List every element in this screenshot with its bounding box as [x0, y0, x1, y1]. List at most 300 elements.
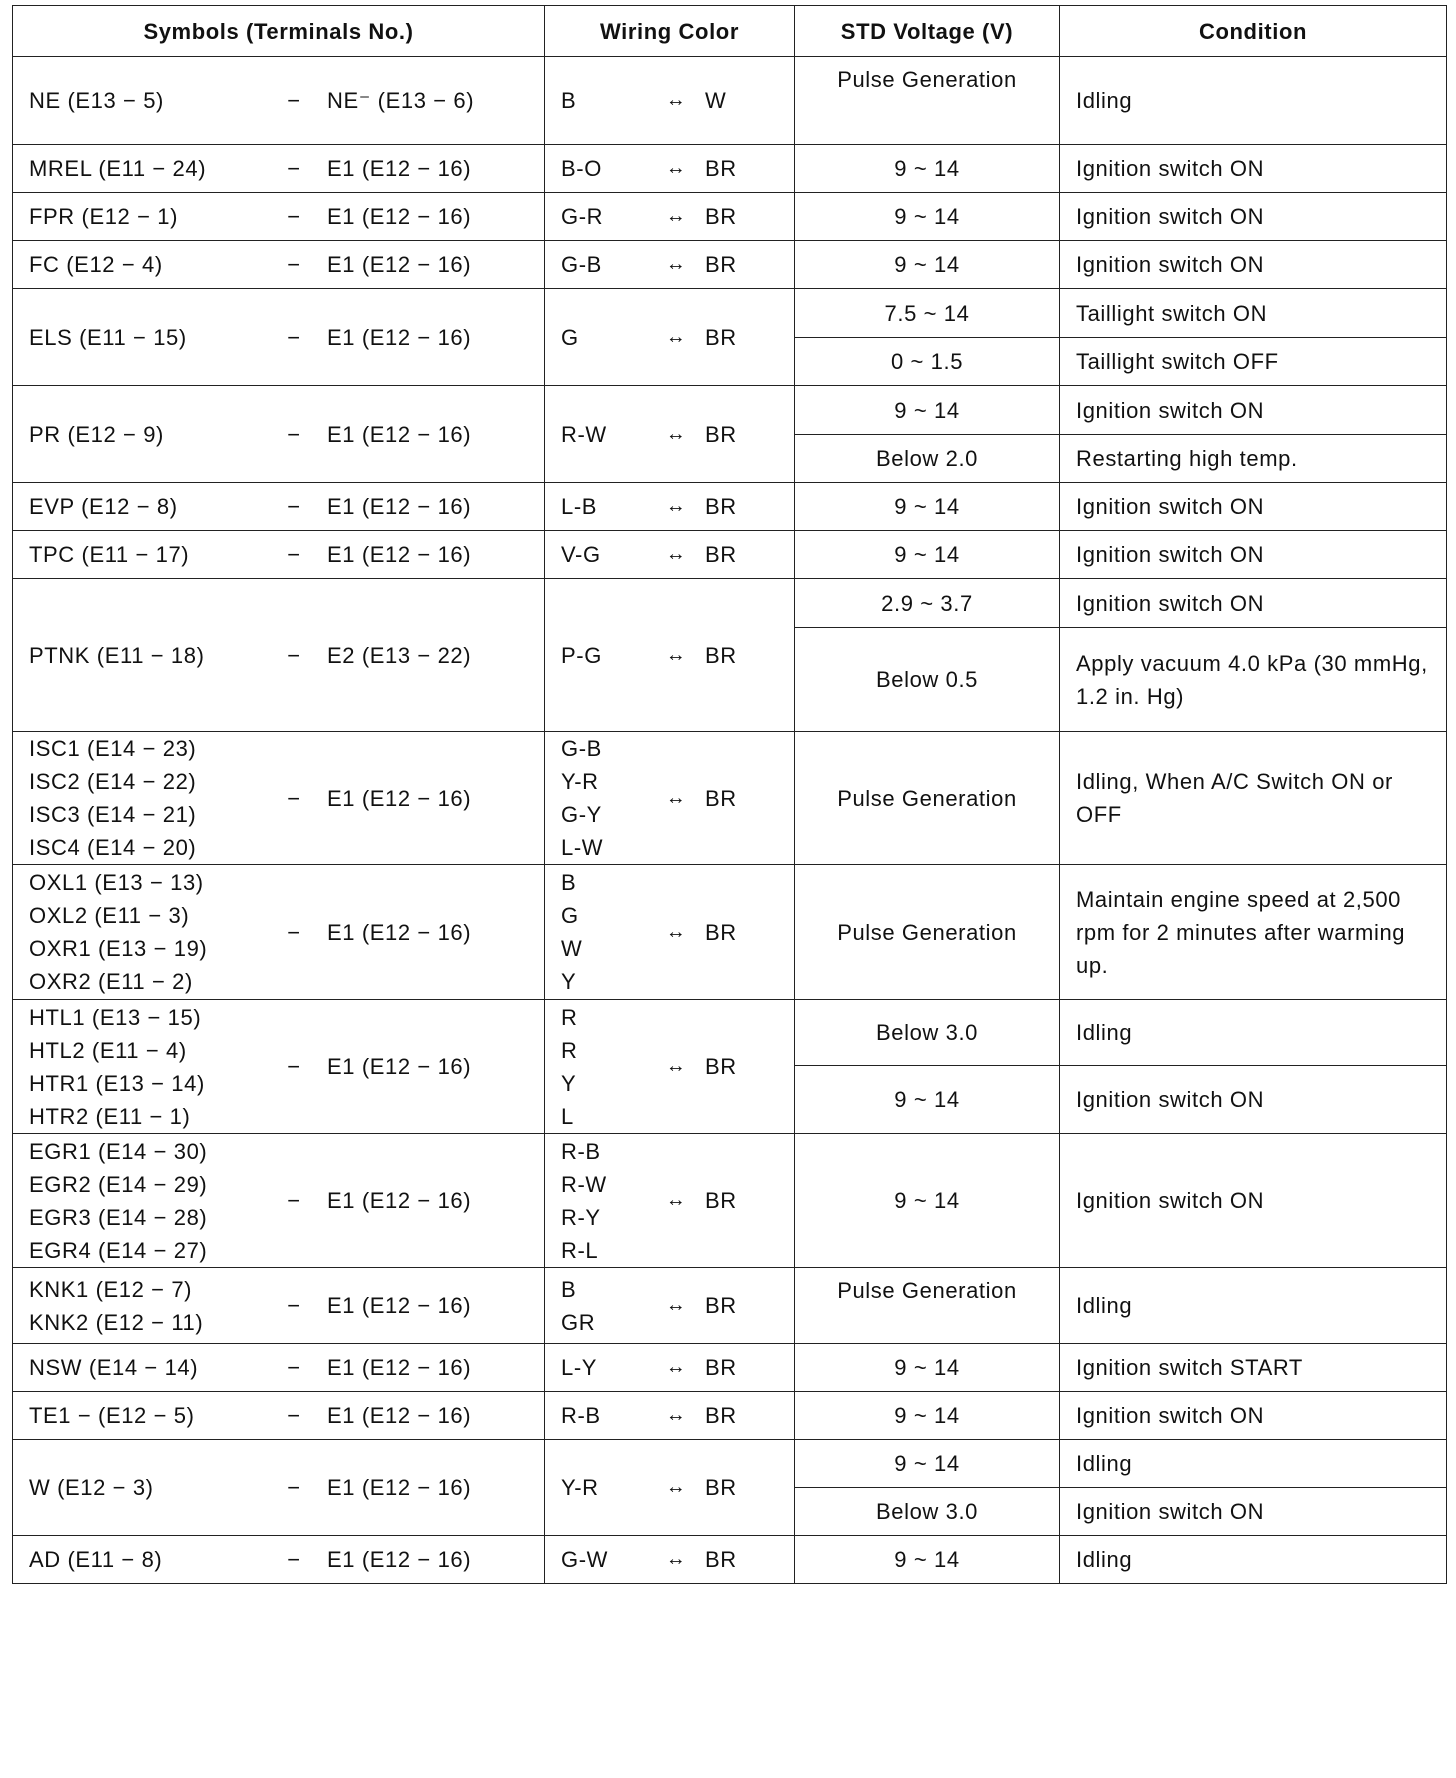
wire-color: R-W [561, 1171, 607, 1197]
symbol-list [29, 1543, 261, 1576]
symbols-group [29, 490, 528, 523]
double-arrow-icon: ↔ [665, 1356, 687, 1378]
wiring-cell [545, 145, 795, 193]
wire-color: R [561, 1004, 578, 1030]
condition-cell: Idling [1060, 1536, 1447, 1584]
terminal-symbol: PTNK (E11 − 18) [29, 642, 205, 668]
condition-cell: Restarting high temp. [1060, 435, 1447, 483]
ground-wire-color: BR [705, 421, 737, 447]
terminal-symbol: PR (E12 − 9) [29, 421, 164, 447]
dash-separator: − [287, 494, 301, 519]
table-header-row [13, 6, 1447, 57]
dash-separator: − [287, 324, 301, 350]
wire-color-list [561, 639, 647, 672]
dash-separator: − [287, 785, 301, 811]
wire-color-list [561, 1135, 647, 1267]
symbols-group [29, 200, 528, 233]
wiring-group [561, 1399, 778, 1432]
table-row [13, 732, 1447, 865]
wiring-group [561, 1471, 778, 1504]
symbol-list [29, 248, 261, 281]
dash-separator: − [287, 542, 301, 567]
wiring-group [561, 639, 778, 672]
symbols-group [29, 1351, 528, 1384]
condition-cell: Maintain engine speed at 2,500 rpm for 2 minutes after warming up. [1060, 865, 1447, 1000]
symbols-cell [13, 57, 545, 145]
wiring-cell [545, 1392, 795, 1440]
table-row [13, 1344, 1447, 1392]
wiring-cell [545, 1268, 795, 1344]
std-voltage-cell: 9 ~ 14 [795, 483, 1060, 531]
header-condition: Condition [1060, 6, 1447, 57]
wire-color: V-G [561, 542, 601, 567]
condition-cell: Idling [1060, 1000, 1447, 1066]
wiring-cell [545, 386, 795, 483]
std-voltage-cell: Pulse Generation [795, 865, 1060, 1000]
double-arrow-icon: ↔ [665, 89, 687, 111]
symbol-list [29, 1471, 261, 1504]
table-row [13, 483, 1447, 531]
symbol-list [29, 1001, 261, 1133]
symbol-list [29, 866, 261, 998]
symbol-list [29, 1399, 261, 1432]
terminal-symbol: EGR3 (E14 − 28) [29, 1204, 208, 1230]
symbol-list [29, 639, 261, 672]
table-row [13, 579, 1447, 628]
terminal-symbol: KNK2 (E12 − 11) [29, 1309, 204, 1335]
terminal-symbol: EGR1 (E14 − 30) [29, 1138, 208, 1164]
terminal-symbol: OXR2 (E11 − 2) [29, 969, 193, 994]
std-voltage-cell: Pulse Generation [795, 1268, 1060, 1344]
ground-wire-color: BR [705, 252, 737, 277]
std-voltage-cell: 7.5 ~ 14 [795, 289, 1060, 338]
ground-wire-color: W [705, 88, 727, 113]
symbols-cell [13, 1440, 545, 1536]
ground-wire-color: BR [705, 919, 737, 945]
wire-color-list [561, 84, 647, 117]
symbols-cell [13, 1536, 545, 1584]
terminal-symbol: FC (E12 − 4) [29, 252, 163, 277]
terminal-symbol: W (E12 − 3) [29, 1475, 154, 1500]
std-voltage-cell: 9 ~ 14 [795, 1536, 1060, 1584]
terminal-symbol: OXL1 (E13 − 13) [29, 870, 204, 895]
std-voltage-cell: 9 ~ 14 [795, 1344, 1060, 1392]
ground-terminal: E1 (E12 − 16) [327, 919, 472, 945]
std-voltage-cell: 0 ~ 1.5 [795, 338, 1060, 386]
wiring-cell [545, 193, 795, 241]
wiring-cell [545, 289, 795, 386]
symbols-group [29, 152, 528, 185]
ground-wire-color: BR [705, 1475, 737, 1500]
wire-color-list [561, 538, 647, 571]
ground-terminal: E1 (E12 − 16) [327, 1475, 472, 1500]
symbols-group [29, 1543, 528, 1576]
wire-color: L [561, 1103, 574, 1129]
ground-terminal: E1 (E12 − 16) [327, 1293, 472, 1318]
double-arrow-icon: ↔ [665, 543, 687, 565]
symbols-group [29, 84, 528, 117]
terminal-symbol: HTL2 (E11 − 4) [29, 1037, 187, 1063]
table-row [13, 386, 1447, 435]
condition-cell: Ignition switch ON [1060, 531, 1447, 579]
terminal-symbol: EGR4 (E14 − 27) [29, 1237, 208, 1263]
wire-color-list [561, 1543, 647, 1576]
std-voltage-cell: 2.9 ~ 3.7 [795, 579, 1060, 628]
symbols-cell [13, 145, 545, 193]
wire-color: GR [561, 1309, 596, 1335]
table-row [13, 1392, 1447, 1440]
condition-cell: Ignition switch ON [1060, 483, 1447, 531]
condition-cell: Ignition switch ON [1060, 241, 1447, 289]
symbols-group [29, 866, 528, 998]
symbol-list [29, 490, 261, 523]
ground-terminal: E1 (E12 − 16) [327, 1355, 472, 1380]
wire-color: R [561, 1037, 578, 1063]
wiring-group [561, 732, 778, 864]
dash-separator: − [287, 204, 301, 229]
ground-terminal: E1 (E12 − 16) [327, 1403, 472, 1428]
double-arrow-icon: ↔ [665, 1055, 687, 1077]
terminal-symbol: HTR2 (E11 − 1) [29, 1103, 191, 1129]
wiring-cell [545, 1000, 795, 1134]
terminal-symbol: EGR2 (E14 − 29) [29, 1171, 208, 1197]
std-voltage-cell: Pulse Generation [795, 732, 1060, 865]
terminal-symbol: ISC2 (E14 − 22) [29, 769, 197, 794]
wire-color-list [561, 321, 647, 354]
symbols-cell [13, 1268, 545, 1344]
symbols-group [29, 639, 528, 672]
wiring-cell [545, 1344, 795, 1392]
wire-color: W [561, 936, 583, 961]
std-voltage-cell: 9 ~ 14 [795, 1066, 1060, 1134]
ground-wire-color: BR [705, 1403, 737, 1428]
terminal-symbol: KNK1 (E12 − 7) [29, 1276, 193, 1302]
symbol-list [29, 538, 261, 571]
ground-wire-color: BR [705, 156, 737, 181]
condition-cell: Ignition switch ON [1060, 145, 1447, 193]
symbols-group [29, 418, 528, 451]
double-arrow-icon: ↔ [665, 325, 687, 348]
dash-separator: − [287, 156, 301, 181]
terminal-symbol: HTR1 (E13 − 14) [29, 1070, 205, 1096]
condition-cell: Idling [1060, 1268, 1447, 1344]
wiring-cell [545, 1440, 795, 1536]
symbol-list [29, 1135, 261, 1267]
ground-terminal: NE⁻ (E13 − 6) [327, 88, 475, 113]
symbol-list [29, 418, 261, 451]
condition-cell: Idling, When A/C Switch ON or OFF [1060, 732, 1447, 865]
dash-separator: − [287, 1475, 301, 1500]
table-row [13, 865, 1447, 1000]
table-body [13, 57, 1447, 1584]
condition-cell: Idling [1060, 1440, 1447, 1488]
double-arrow-icon: ↔ [665, 1189, 687, 1211]
terminal-symbol: EVP (E12 − 8) [29, 494, 178, 519]
wire-color: B [561, 88, 577, 113]
terminal-symbol: NSW (E14 − 14) [29, 1355, 199, 1380]
table-row [13, 1536, 1447, 1584]
condition-cell: Taillight switch ON [1060, 289, 1447, 338]
dash-separator: − [287, 642, 301, 668]
symbols-cell [13, 193, 545, 241]
ground-wire-color: BR [705, 204, 737, 229]
std-voltage-cell: 9 ~ 14 [795, 386, 1060, 435]
terminal-symbol: AD (E11 − 8) [29, 1547, 163, 1572]
condition-cell: Ignition switch START [1060, 1344, 1447, 1392]
ecu-terminal-table [12, 5, 1447, 1584]
std-voltage-cell: 9 ~ 14 [795, 241, 1060, 289]
symbols-group [29, 1135, 528, 1267]
wire-color-list [561, 200, 647, 233]
table-row [13, 1268, 1447, 1344]
wiring-group [561, 1001, 778, 1133]
symbol-list [29, 732, 261, 864]
double-arrow-icon: ↔ [665, 1548, 687, 1570]
wiring-cell [545, 1134, 795, 1268]
symbols-cell [13, 531, 545, 579]
wiring-cell [545, 732, 795, 865]
wiring-group [561, 866, 778, 998]
ground-terminal: E1 (E12 − 16) [327, 252, 472, 277]
terminal-symbol: ELS (E11 − 15) [29, 324, 187, 350]
ground-terminal: E1 (E12 − 16) [327, 1547, 472, 1572]
wiring-cell [545, 579, 795, 732]
wiring-group [561, 152, 778, 185]
wire-color: L-Y [561, 1355, 598, 1380]
wire-color: R-L [561, 1237, 599, 1263]
symbols-group [29, 1471, 528, 1504]
terminal-symbol: ISC3 (E14 − 21) [29, 802, 197, 827]
wiring-cell [545, 865, 795, 1000]
wire-color: G-Y [561, 802, 602, 827]
wire-color: R-B [561, 1138, 601, 1164]
std-voltage-cell: 9 ~ 14 [795, 193, 1060, 241]
ground-terminal: E1 (E12 − 16) [327, 156, 472, 181]
condition-cell: Ignition switch ON [1060, 579, 1447, 628]
symbols-cell [13, 732, 545, 865]
std-voltage-cell: Below 0.5 [795, 628, 1060, 732]
std-voltage-cell: 9 ~ 14 [795, 1134, 1060, 1268]
symbols-cell [13, 241, 545, 289]
wiring-group [561, 84, 778, 117]
wire-color: B-O [561, 156, 602, 181]
wiring-group [561, 490, 778, 523]
symbols-cell [13, 483, 545, 531]
terminal-symbol: ISC4 (E14 − 20) [29, 835, 197, 860]
terminal-symbol: FPR (E12 − 1) [29, 204, 179, 229]
symbol-list [29, 1273, 261, 1339]
ground-terminal: E2 (E13 − 22) [327, 642, 472, 668]
table-row [13, 1000, 1447, 1066]
table-row [13, 145, 1447, 193]
terminal-symbol: ISC1 (E14 − 23) [29, 736, 197, 761]
terminal-symbol: NE (E13 − 5) [29, 88, 164, 113]
table-row [13, 289, 1447, 338]
wire-color: Y-R [561, 769, 599, 794]
wire-color: R-W [561, 421, 607, 447]
wire-color-list [561, 866, 647, 998]
wire-color-list [561, 248, 647, 281]
symbols-group [29, 732, 528, 864]
wire-color-list [561, 418, 647, 451]
wire-color: G [561, 903, 579, 928]
wire-color-list [561, 152, 647, 185]
symbols-group [29, 248, 528, 281]
dash-separator: − [287, 1293, 301, 1318]
symbols-group [29, 1001, 528, 1133]
condition-cell: Idling [1060, 57, 1447, 145]
wiring-group [561, 1351, 778, 1384]
wiring-group [561, 321, 778, 354]
ground-wire-color: BR [705, 1547, 737, 1572]
table-row [13, 241, 1447, 289]
ground-wire-color: BR [705, 1188, 737, 1213]
double-arrow-icon: ↔ [665, 1476, 687, 1498]
wire-color: B [561, 1276, 577, 1302]
wiring-group [561, 248, 778, 281]
symbols-group [29, 538, 528, 571]
condition-cell: Ignition switch ON [1060, 386, 1447, 435]
wiring-group [561, 538, 778, 571]
ground-wire-color: BR [705, 542, 737, 567]
wire-color: B [561, 870, 577, 895]
wire-color: Y [561, 969, 577, 994]
wire-color: Y-R [561, 1475, 599, 1500]
ground-wire-color: BR [705, 324, 737, 350]
wire-color-list [561, 1001, 647, 1133]
ground-terminal: E1 (E12 − 16) [327, 1188, 472, 1213]
dash-separator: − [287, 1355, 301, 1380]
std-voltage-cell: 9 ~ 14 [795, 145, 1060, 193]
wire-color: R-B [561, 1403, 601, 1428]
symbol-list [29, 1351, 261, 1384]
header-std-voltage: STD Voltage (V) [795, 6, 1060, 57]
symbols-cell [13, 289, 545, 386]
dash-separator: − [287, 88, 301, 113]
wire-color-list [561, 490, 647, 523]
wire-color: P-G [561, 642, 602, 668]
ground-wire-color: BR [705, 1355, 737, 1380]
wire-color: L-B [561, 494, 598, 519]
condition-cell: Ignition switch ON [1060, 1392, 1447, 1440]
header-wiring-color: Wiring Color [545, 6, 795, 57]
ground-wire-color: BR [705, 1054, 737, 1079]
dash-separator: − [287, 919, 301, 945]
wiring-cell [545, 483, 795, 531]
double-arrow-icon: ↔ [665, 422, 687, 445]
std-voltage-cell: 9 ~ 14 [795, 1392, 1060, 1440]
wire-color: G-B [561, 736, 602, 761]
symbols-cell [13, 1000, 545, 1134]
ground-terminal: E1 (E12 − 16) [327, 421, 472, 447]
condition-cell: Apply vacuum 4.0 kPa (30 mmHg, 1.2 in. Hg) [1060, 628, 1447, 732]
symbol-list [29, 200, 261, 233]
wire-color: G [561, 324, 579, 350]
double-arrow-icon: ↔ [665, 205, 687, 227]
double-arrow-icon: ↔ [665, 253, 687, 275]
wire-color: R-Y [561, 1204, 601, 1230]
terminal-symbol: OXR1 (E13 − 19) [29, 936, 208, 961]
symbols-cell [13, 579, 545, 732]
ground-wire-color: BR [705, 494, 737, 519]
double-arrow-icon: ↔ [665, 495, 687, 517]
terminal-symbol: HTL1 (E13 − 15) [29, 1004, 202, 1030]
double-arrow-icon: ↔ [665, 1404, 687, 1426]
dash-separator: − [287, 1054, 301, 1079]
wire-color: G-R [561, 204, 604, 229]
double-arrow-icon: ↔ [665, 157, 687, 179]
wiring-cell [545, 57, 795, 145]
wiring-group [561, 1273, 778, 1339]
table-row [13, 193, 1447, 241]
wiring-group [561, 418, 778, 451]
terminal-symbol: TPC (E11 − 17) [29, 542, 190, 567]
symbol-list [29, 84, 261, 117]
table-row [13, 1134, 1447, 1268]
dash-separator: − [287, 1403, 301, 1428]
wiring-cell [545, 1536, 795, 1584]
symbols-cell [13, 386, 545, 483]
wire-color: L-W [561, 835, 604, 860]
wire-color-list [561, 1273, 647, 1339]
terminal-symbol: TE1 − (E12 − 5) [29, 1403, 195, 1428]
terminal-symbol: OXL2 (E11 − 3) [29, 903, 190, 928]
wire-color-list [561, 1399, 647, 1432]
terminal-symbol: MREL (E11 − 24) [29, 156, 207, 181]
ground-wire-color: BR [705, 785, 737, 811]
header-symbols: Symbols (Terminals No.) [13, 6, 545, 57]
std-voltage-cell: 9 ~ 14 [795, 1440, 1060, 1488]
symbols-cell [13, 865, 545, 1000]
wiring-cell [545, 241, 795, 289]
ground-terminal: E1 (E12 − 16) [327, 542, 472, 567]
table-row [13, 1440, 1447, 1488]
condition-cell: Ignition switch ON [1060, 1066, 1447, 1134]
std-voltage-cell: Below 3.0 [795, 1000, 1060, 1066]
table-row [13, 57, 1447, 145]
table-row [13, 531, 1447, 579]
ground-terminal: E1 (E12 − 16) [327, 324, 472, 350]
symbol-list [29, 321, 261, 354]
symbols-group [29, 1273, 528, 1339]
condition-cell: Ignition switch ON [1060, 1134, 1447, 1268]
dash-separator: − [287, 1188, 301, 1213]
double-arrow-icon: ↔ [665, 1294, 687, 1316]
std-voltage-cell: Below 2.0 [795, 435, 1060, 483]
ground-terminal: E1 (E12 − 16) [327, 204, 472, 229]
wire-color: Y [561, 1070, 577, 1096]
wire-color-list [561, 1471, 647, 1504]
symbols-cell [13, 1392, 545, 1440]
dash-separator: − [287, 1547, 301, 1572]
condition-cell: Ignition switch ON [1060, 193, 1447, 241]
ground-wire-color: BR [705, 642, 737, 668]
double-arrow-icon: ↔ [665, 920, 687, 943]
symbols-group [29, 321, 528, 354]
wiring-cell [545, 531, 795, 579]
wire-color-list [561, 1351, 647, 1384]
dash-separator: − [287, 421, 301, 447]
double-arrow-icon: ↔ [665, 786, 687, 809]
wiring-group [561, 1135, 778, 1267]
dash-separator: − [287, 252, 301, 277]
condition-cell: Taillight switch OFF [1060, 338, 1447, 386]
ground-terminal: E1 (E12 − 16) [327, 494, 472, 519]
wire-color: G-B [561, 252, 602, 277]
double-arrow-icon: ↔ [665, 643, 687, 666]
std-voltage-cell: 9 ~ 14 [795, 531, 1060, 579]
symbols-cell [13, 1134, 545, 1268]
